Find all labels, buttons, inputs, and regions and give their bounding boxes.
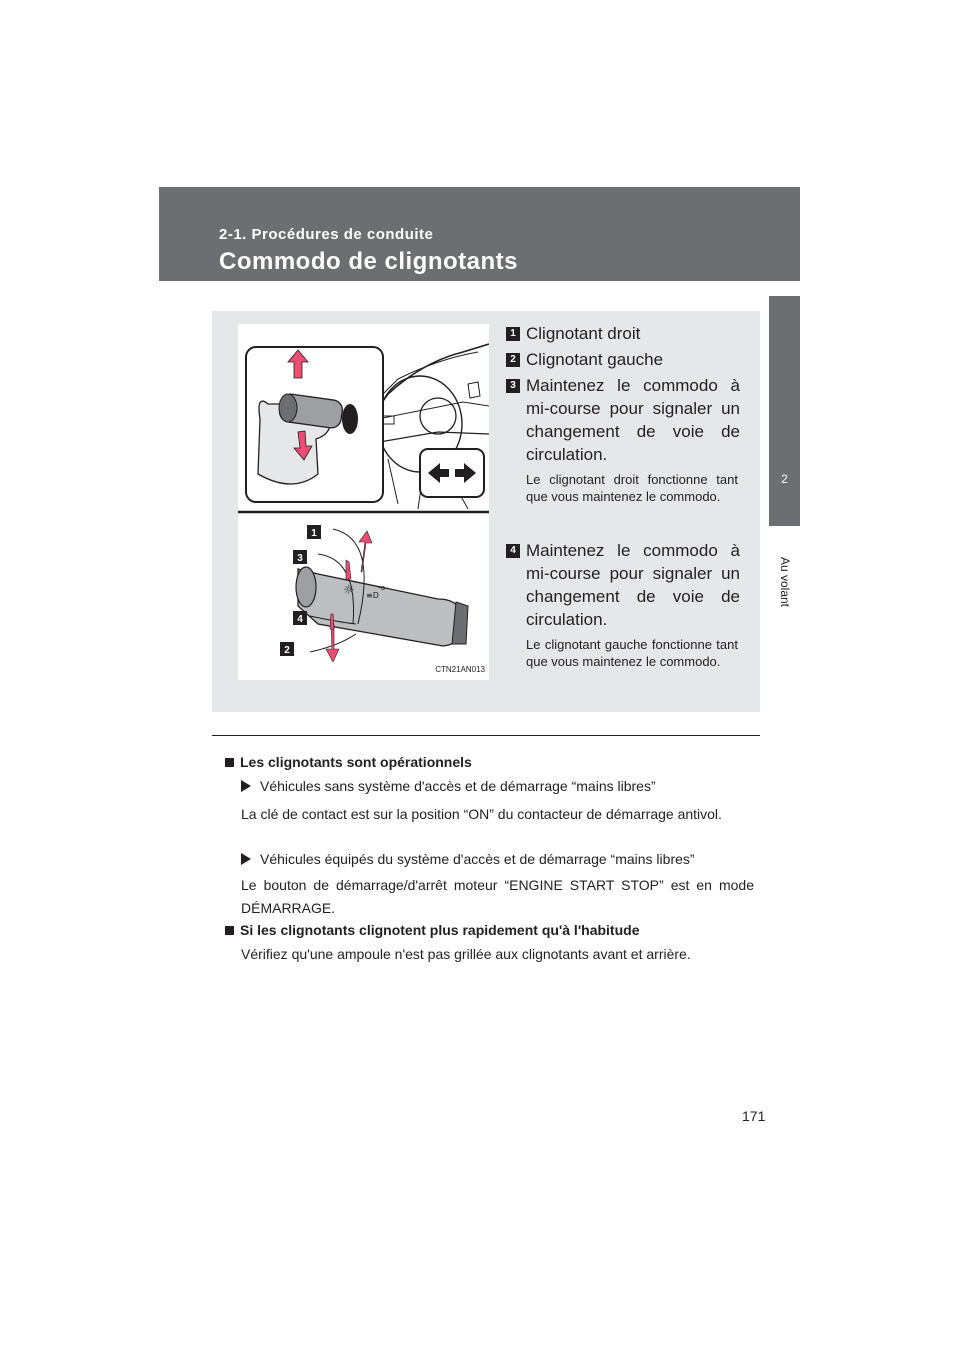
page-title: Commodo de clignotants	[219, 248, 518, 275]
legend-item-4	[506, 539, 740, 631]
page-header	[159, 187, 800, 281]
legend-text-3: Maintenez le commodo à mi-course pour signaler un changement de voie de circulation.	[526, 376, 740, 464]
legend-text-2: Clignotant gauche	[526, 350, 664, 369]
chapter-label	[778, 542, 792, 622]
legend-badge-2: 2	[506, 353, 520, 367]
page-number: 171	[742, 1108, 766, 1124]
triangle-bullet-icon	[241, 853, 251, 865]
legend-note-3: Le clignotant droit fonctionne tant que vous maintenez le commodo.	[526, 472, 738, 504]
legend-item-2	[506, 348, 740, 371]
info-heading-1: Les clignotants sont opérationnels	[225, 751, 472, 774]
section-title: 2-1. Procédures de conduite	[219, 226, 434, 243]
svg-text:≡D: ≡D	[366, 591, 379, 600]
callout-2-label: 2	[284, 645, 290, 656]
callout-1-label: 1	[311, 528, 317, 539]
divider-rule	[212, 735, 760, 736]
callout-3-label: 3	[297, 553, 303, 564]
legend-badge-3: 3	[506, 379, 520, 393]
chapter-tab	[769, 296, 800, 526]
info-text-1: La clé de contact est sur la position “ON” du contacteur de démarrage antivol.	[241, 806, 722, 822]
chapter-label-text: Au volant	[778, 556, 792, 608]
legend-text-4: Maintenez le commodo à mi-course pour signaler un changement de voie de circulation.	[526, 541, 740, 629]
turn-signal-lever-illustration	[238, 324, 489, 680]
condition-2: Véhicules équipés du système d'accès et de démarrage “mains libres”	[241, 848, 695, 871]
figure-code: CTN21AN013	[435, 665, 485, 674]
legend-item-1	[506, 322, 740, 345]
info-text-2: Le bouton de démarrage/d'arrêt moteur “ENGINE START STOP” est en mode DÉMARRAGE.	[241, 877, 754, 916]
info-heading-2: Si les clignotants clignotent plus rapidement qu'à l'habitude	[225, 919, 639, 942]
callout-4-label: 4	[297, 614, 303, 625]
legend-text-1: Clignotant droit	[526, 324, 641, 343]
legend-note-4: Le clignotant gauche fonctionne tant que vous maintenez le commodo.	[526, 637, 738, 669]
chapter-number: 2	[781, 472, 788, 486]
condition-1: Véhicules sans système d'accès et de démarrage “mains libres”	[241, 775, 656, 798]
legend-item-3	[506, 374, 740, 466]
legend-badge-1: 1	[506, 327, 520, 341]
square-bullet-icon	[225, 926, 234, 935]
triangle-bullet-icon	[241, 780, 251, 792]
legend-badge-4: 4	[506, 544, 520, 558]
svg-text:☼: ☼	[343, 583, 355, 598]
square-bullet-icon	[225, 758, 234, 767]
svg-text:-ᴑ-: -ᴑ-	[378, 584, 388, 592]
info-text-3: Vérifiez qu'une ampoule n'est pas grillée aux clignotants avant et arrière.	[241, 946, 691, 962]
